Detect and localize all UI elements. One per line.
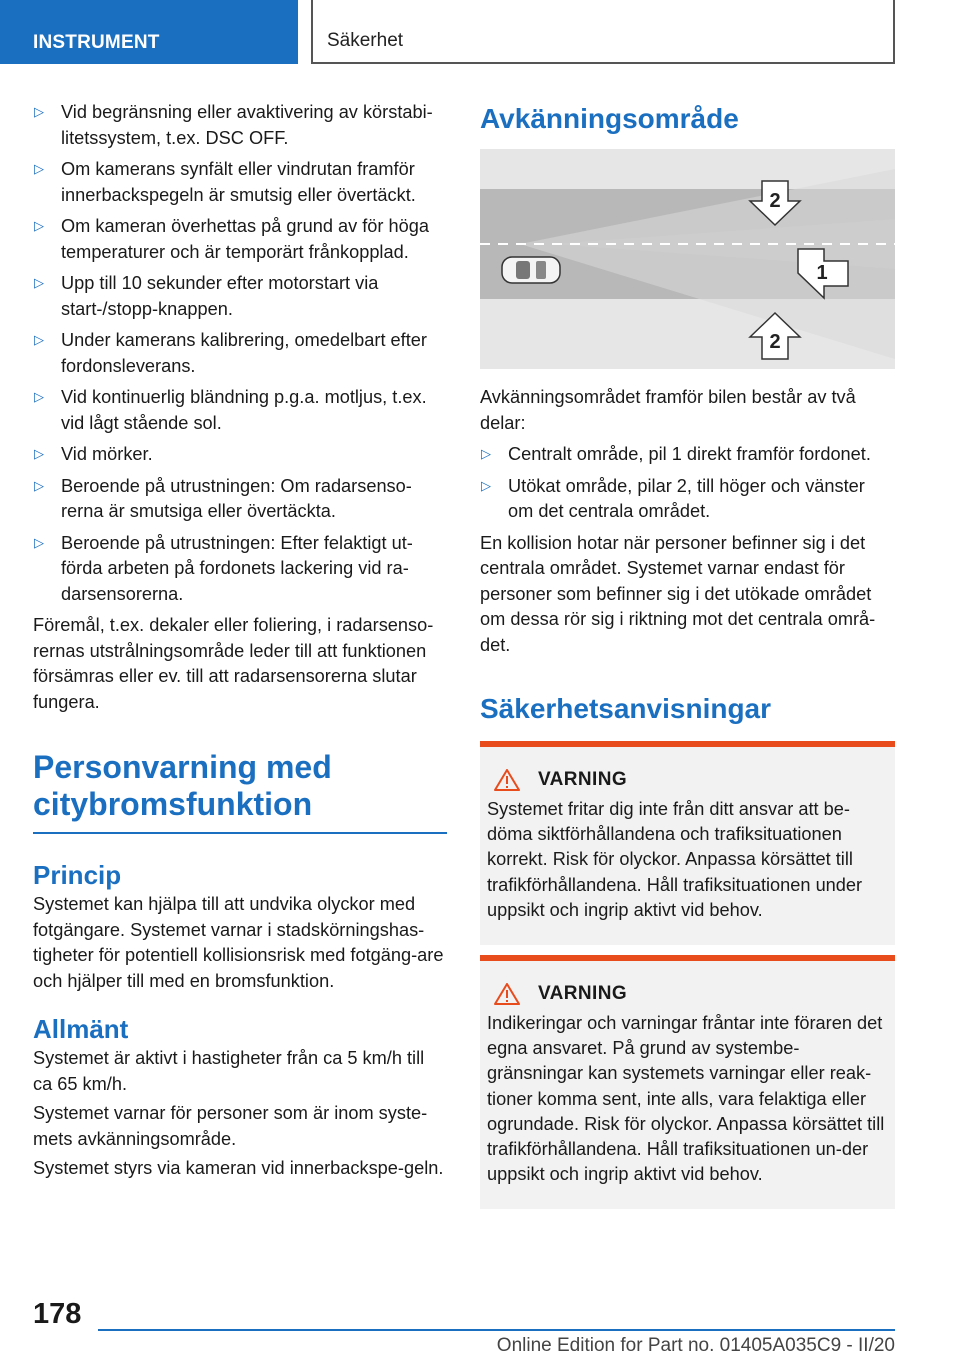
triangle-bullet-icon: ▷ <box>34 389 44 404</box>
page-number: 178 <box>33 1298 82 1330</box>
warning-text: Systemet fritar dig inte från ditt ansvar att be-döma siktförhållandena och trafiksituationen korrekt. Risk för olyckor. Anpassa körsättet till trafikförhållandena. Håll trafiksituationen under uppsikt och ingrip aktivt vid behov. <box>487 799 863 920</box>
sensor-note: Föremål, t.ex. dekaler eller foliering, i radarsenso-rernas utstrålningsområde leder till att funktionen försämras eller ev. till att radarsensorerna slutar fungera. <box>33 615 434 712</box>
triangle-bullet-icon: ▷ <box>34 275 44 290</box>
list-item: ▷ Beroende på utrustningen: Efter felaktigt ut-förda arbeten på fordonets lackering vid ra-darsensorerna. <box>34 532 413 604</box>
triangle-bullet-icon: ▷ <box>34 477 44 493</box>
list-item: ▷ Vid kontinuerlig bländning p.g.a. motljus, t.ex. vid lågt stående sol. <box>34 387 427 433</box>
list-item: ▷ Vid begränsning eller avaktivering av körstabi-litetssystem, t.ex. DSC OFF. <box>34 102 433 148</box>
detection-area-figure <box>480 149 895 369</box>
edition-footer: Online Edition for Part no. 01405A035C9 - II/20 <box>496 1335 895 1356</box>
main-heading: Personvarning med citybromsfunktion <box>33 749 447 834</box>
list-item: ▷ Om kameran överhettas på grund av för höga temperaturer och är temporärt frånkopplad. <box>34 216 429 262</box>
allmant-heading: Allmänt <box>33 1014 129 1044</box>
warning-text: Indikeringar och varningar fråntar inte föraren det egna ansvaret. På grund av systembe-gränsningar kan systemets varningar eller reak-tioner komma sent, inte alls, vara felaktiga eller ogrundade. Risk för olyckor. Anpassa körsättet till trafikförhållandena. Håll trafiksituationen un-der uppsikt och ingrip aktivt vid behov. <box>487 1013 885 1185</box>
triangle-bullet-icon: ▷ <box>34 332 44 347</box>
triangle-bullet-icon: ▷ <box>34 104 44 119</box>
allmant-text-1: Systemet är aktivt i hastigheter från ca 5 km/h till ca 65 km/h. <box>33 1048 425 1094</box>
allmant-text-3: Systemet styrs via kameran vid innerbackspe-geln. <box>33 1158 444 1178</box>
triangle-bullet-icon: ▷ <box>34 161 44 176</box>
arrow-label: 2 <box>769 331 781 353</box>
warning-box <box>480 955 895 1209</box>
section-tab[interactable]: INSTRUMENT <box>0 0 298 64</box>
detection-intro: Avkänningsområdet framför bilen består av två delar: <box>480 387 856 433</box>
car-icon <box>502 257 560 283</box>
triangle-bullet-icon: ▷ <box>34 534 44 550</box>
footer-divider <box>98 1329 895 1331</box>
right-column <box>480 100 895 1209</box>
triangle-bullet-icon: ▷ <box>481 477 491 493</box>
list-item: ▷ Om kamerans synfält eller vindrutan framför innerbackspegeln är smutsig eller övertäckt. <box>34 159 416 205</box>
princip-text: Systemet kan hjälpa till att undvika olyckor med fotgängare. Systemet varnar i stadskörningshas-tigheter för potentiell kollisionsrisk med fotgäng-are och hjälper till med en bromsfunktion. <box>33 894 444 991</box>
princip-heading: Princip <box>33 860 122 890</box>
warning-triangle-icon <box>494 769 520 791</box>
limitations-list <box>33 100 447 607</box>
detection-diagram <box>480 149 895 369</box>
triangle-bullet-icon: ▷ <box>34 218 44 233</box>
chapter-title: Säkerhet <box>311 0 895 64</box>
detection-areas-list <box>480 442 895 525</box>
triangle-bullet-icon: ▷ <box>34 446 44 461</box>
left-column <box>33 100 447 1186</box>
allmant-text-2: Systemet varnar för personer som är inom syste-mets avkänningsområde. <box>33 1103 428 1149</box>
warning-box <box>480 741 895 945</box>
list-item: ▷ Vid mörker. <box>34 444 153 464</box>
detection-area-heading: Avkänningsområde <box>480 103 739 134</box>
list-item: ▷ Beroende på utrustningen: Om radarsenso-rerna är smutsiga eller övertäckta. <box>34 475 412 521</box>
triangle-bullet-icon: ▷ <box>481 446 491 461</box>
warning-title: VARNING <box>538 769 628 790</box>
list-item: ▷ Utökat område, pilar 2, till höger och vänster om det centrala området. <box>481 475 865 521</box>
arrow-label: 1 <box>816 262 828 284</box>
warning-title: VARNING <box>538 983 628 1005</box>
arrow-label: 2 <box>769 190 781 212</box>
list-item: ▷ Under kamerans kalibrering, omedelbart efter fordonsleverans. <box>34 330 427 376</box>
detection-text: En kollision hotar när personer befinner sig i det centrala området. Systemet varnar endast för personer som befinner sig i det utökade området om dessa rör sig i riktning mot det centrala områ-det. <box>480 532 876 655</box>
safety-heading: Säkerhetsanvisningar <box>480 693 772 724</box>
list-item: ▷ Upp till 10 sekunder efter motorstart via start-/stopp-knappen. <box>34 273 379 319</box>
warning-triangle-icon <box>494 983 520 1005</box>
list-item: ▷ Centralt område, pil 1 direkt framför fordonet. <box>481 444 871 464</box>
